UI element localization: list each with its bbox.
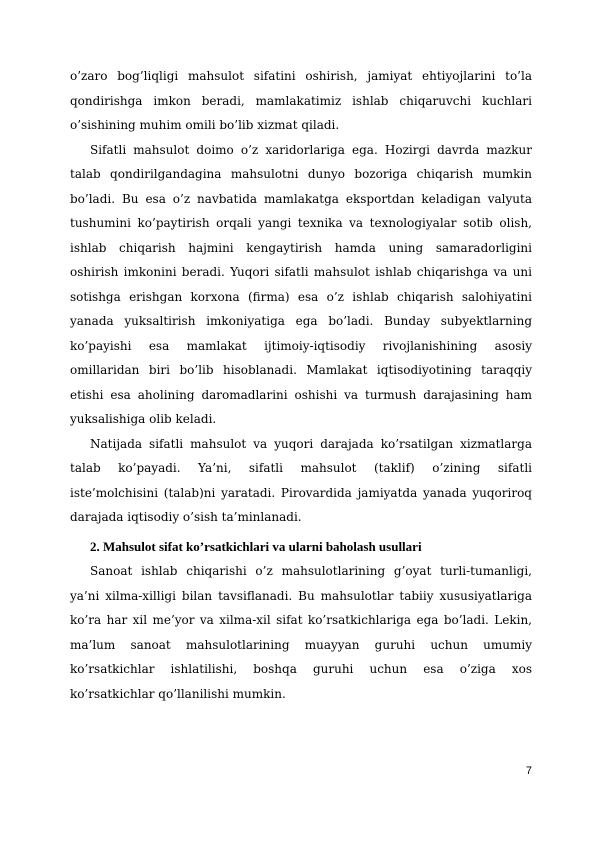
section-heading: 2. Mahsulot sifat ko’rsatkichlari va ularni baholash usullari [90,538,422,554]
text-line: tushumini ko’paytirish orqali yangi texnika va texnologiyalar sotib olish, [70,216,532,230]
text-line: Sifatli mahsulot doimo o’z xaridorlariga ega. Hozirgi davrda mazkur [90,142,532,157]
text-line: ko’rsatkichlar qo’llanilishi mumkin. [70,686,286,701]
text-line: o’sishining muhim omili bo’lib xizmat qiladi. [70,118,340,132]
text-line: omillaridan biri bo’lib hisoblanadi. Mamlakat iqtisodiyotining taraqqiy [70,363,532,377]
paragraph-3 [70,432,532,530]
text-line: yuksalishiga olib keladi. [70,412,217,426]
page-body [70,64,532,706]
text-line: ko’rsatkichlar ishlatilishi, boshqa guruhi uchun esa o’ziga xos [70,662,532,676]
text-line: yanada yuksaltirish imkoniyatiga ega bo’ladi. Bunday subyektlarning [70,314,532,328]
text-line: talab qondirilgandagina mahsulotni dunyo bozoriga chiqarish mumkin [70,167,532,181]
text-line: ko’payishi esa mamlakat ijtimoiy-iqtisodiy rivojlanishining asosiy [70,338,532,353]
page-number: 7 [525,765,532,777]
text-line: ishlab chiqarish hajmini kengaytirish hamda uning samaradorligini [70,240,532,255]
text-line: qondirishga imkon beradi, mamlakatimiz ishlab chiqaruvchi kuchlari [70,93,532,108]
text-line: ko’ra har xil me’yor va xilma-xil sifat ko’rsatkichlariga ega bo’ladi. Lekin, [70,613,532,627]
text-line: etishi esa aholining daromadlarini oshishi va turmush darajasining ham [70,387,532,402]
paragraph-2 [70,138,532,432]
text-line: ya’ni xilma-xilligi bilan tavsiflanadi. Bu mahsulotlar tabiiy xususiyatlariga [70,588,532,603]
text-line: oshirish imkonini beradi. Yuqori sifatli mahsulot ishlab chiqarishga va uni [70,265,532,279]
text-line: bo’ladi. Bu esa o’z navbatida mamlakatga eksportdan keladigan valyuta [70,191,532,206]
text-line: talab ko’payadi. Ya’ni, sifatli mahsulot (taklif) o’zining sifatli [70,461,532,475]
text-line: Sanoat ishlab chiqarishi o’z mahsulotlarining g’oyat turli-tumanligi, [90,564,532,578]
text-line: ma’lum sanoat mahsulotlarining muayyan guruhi uchun umumiy [70,637,532,652]
text-line: o’zaro bog’liqligi mahsulot sifatini oshirish, jamiyat ehtiyojlarini to’la [70,69,532,83]
text-line: iste’molchisini (talab)ni yaratadi. Pirovardida jamiyatda yanada yuqoriroq [70,485,532,500]
text-line: sotishga erishgan korxona (firma) esa o’z ishlab chiqarish salohiyatini [70,289,532,304]
paragraph-1 [70,64,532,138]
text-line: Natijada sifatli mahsulot va yuqori darajada ko’rsatilgan xizmatlarga [90,436,532,451]
text-line: darajada iqtisodiy o’sish ta’minlanadi. [70,510,302,524]
section-paragraph [70,559,532,706]
